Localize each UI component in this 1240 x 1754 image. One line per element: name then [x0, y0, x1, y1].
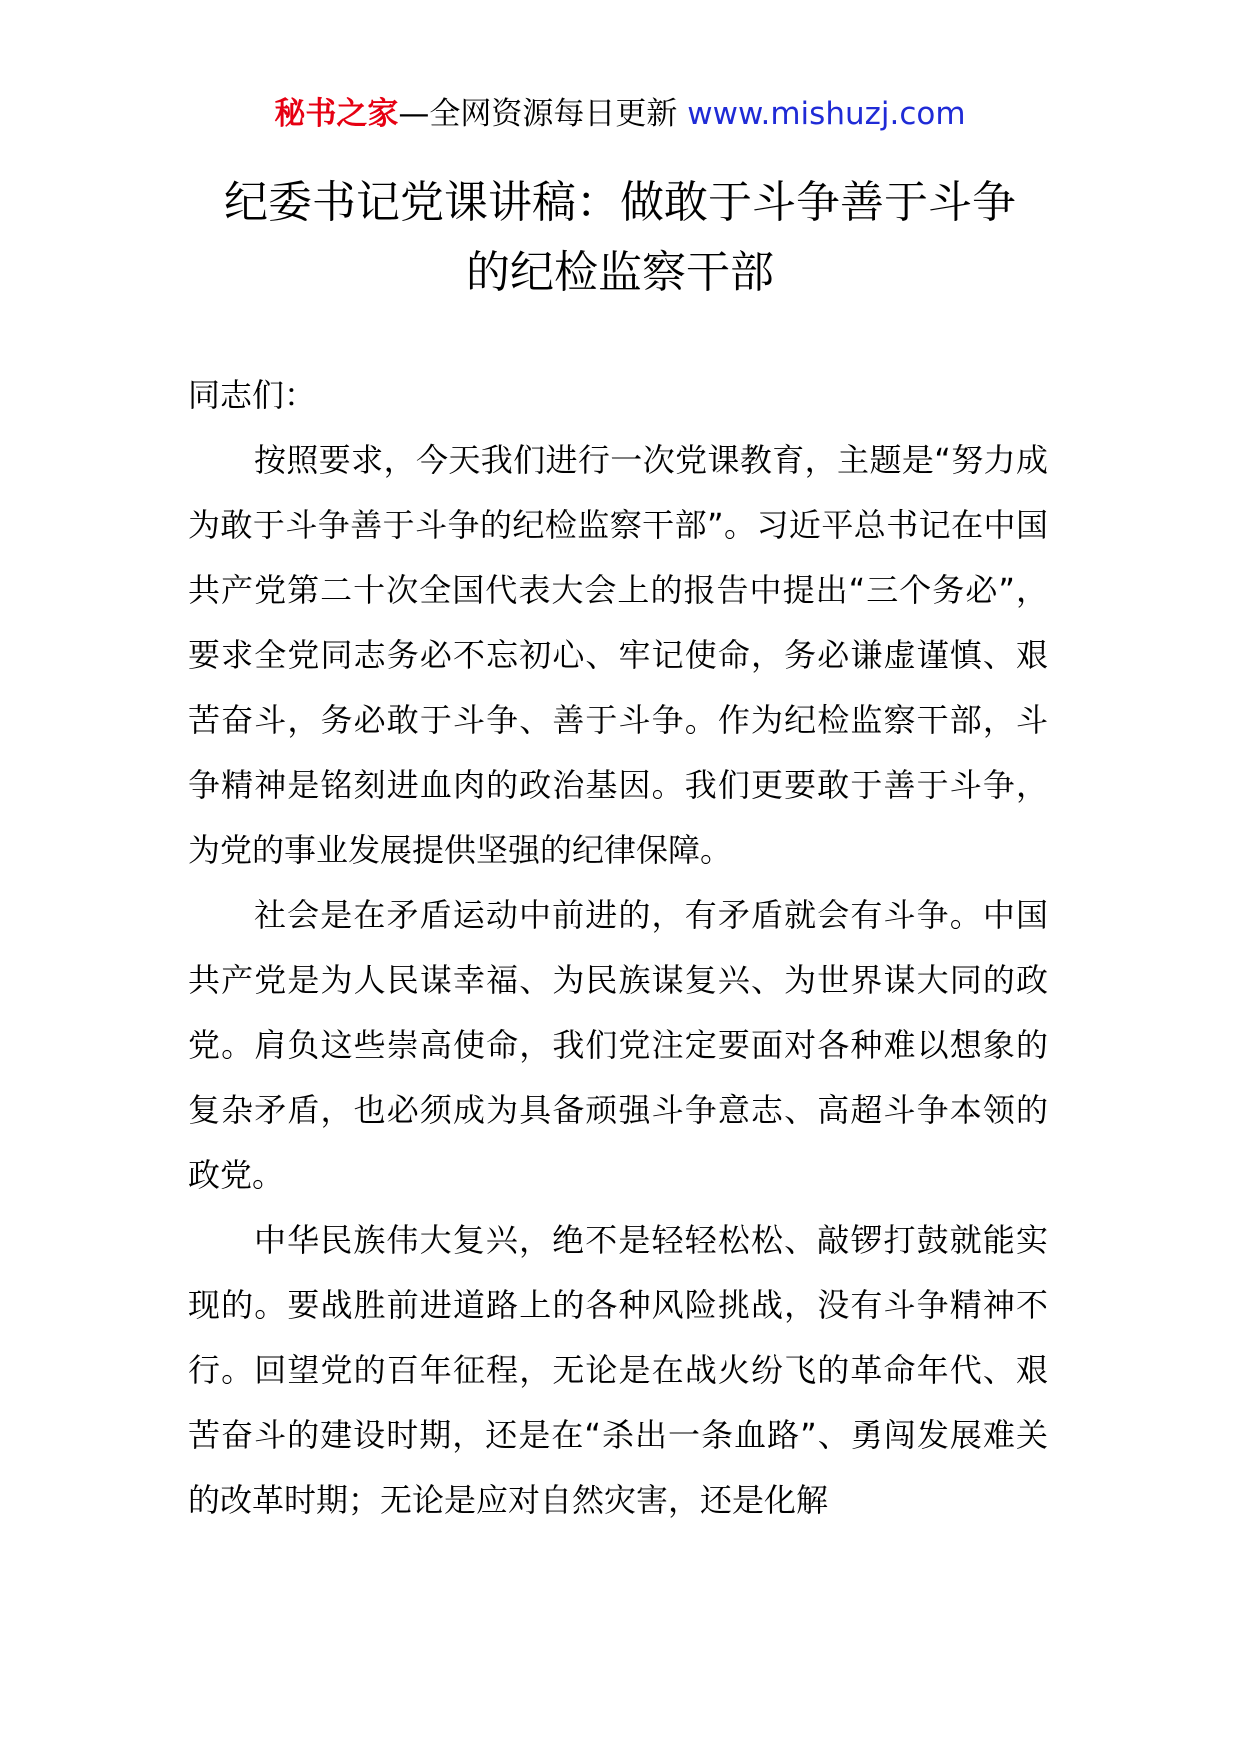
- body-paragraph: 按照要求，今天我们进行一次党课教育，主题是“努力成为敢于斗争善于斗争的纪检监察干部”。习近平总书记在中国共产党第二十次全国代表大会上的报告中提出“三个务必”，要求全党同志务必不忘初心、牢记使命，务必谦虚谨慎、艰苦奋斗，务必敢于斗争、善于斗争。作为纪检监察干部，斗争精神是铭刻进血肉的政治基因。我们更要敢于善于斗争，为党的事业发展提供坚强的纪律保障。: [188, 441, 1048, 869]
- body-paragraph: 中华民族伟大复兴，绝不是轻轻松松、敲锣打鼓就能实现的。要战胜前进道路上的各种风险挑战，没有斗争精神不行。回望党的百年征程，无论是在战火纷飞的革命年代、艰苦奋斗的建设时期，还是在“杀出一条血路”、勇闯发展难关的改革时期；无论是应对自然灾害，还是化解: [188, 1221, 1048, 1519]
- site-tagline: —全网资源每日更新: [398, 96, 688, 132]
- document-title: [150, 168, 1090, 308]
- site-brand: 秘书之家: [274, 96, 399, 132]
- body-paragraph: 社会是在矛盾运动中前进的，有矛盾就会有斗争。中国共产党是为人民谋幸福、为民族谋复兴、为世界谋大同的政党。肩负这些崇高使命，我们党注定要面对各种难以想象的复杂矛盾，也必须成为具备顽强斗争意志、高超斗争本领的政党。: [188, 896, 1048, 1194]
- document-body: [188, 363, 1048, 1533]
- document-title-line-1: 纪委书记党课讲稿：做敢于斗争善于斗争: [224, 177, 1016, 228]
- site-url-link[interactable]: www.mishuzj.com: [687, 96, 966, 132]
- document-title-line-2: 的纪检监察干部: [466, 247, 774, 298]
- site-header: [0, 92, 1240, 136]
- salutation: 同志们：: [188, 376, 317, 414]
